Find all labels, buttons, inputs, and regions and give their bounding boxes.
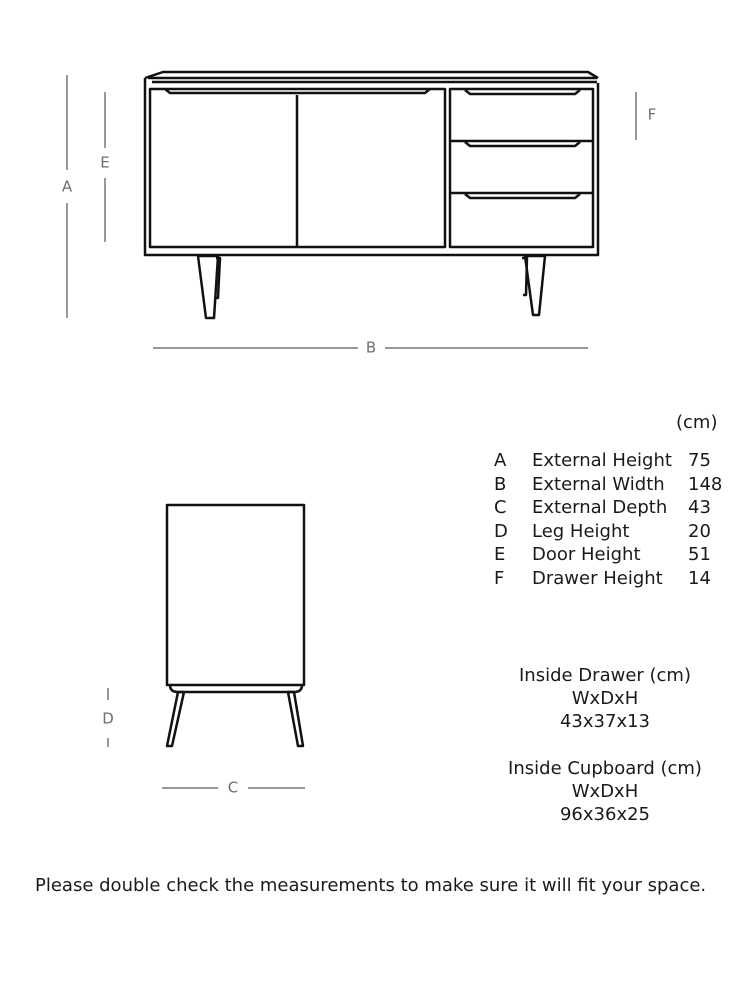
side-dimension-lines	[108, 688, 305, 788]
inside-drawer-value: 43x37x13	[559, 711, 651, 732]
dimension-lines	[67, 75, 636, 348]
unit-label: (cm)	[676, 412, 718, 433]
dimension-name: External Width	[532, 473, 665, 495]
dimension-key: D	[494, 520, 508, 542]
dimension-label-b: B	[365, 338, 377, 357]
dimension-value: 43	[688, 497, 711, 518]
dimension-row	[494, 520, 728, 544]
sideboard-side-view	[167, 505, 304, 746]
dimension-value: 51	[688, 544, 711, 565]
dimension-label-a: A	[61, 177, 73, 196]
dimension-value: 148	[688, 473, 723, 495]
inside-drawer-block	[490, 664, 720, 733]
dimension-row	[494, 567, 728, 591]
inside-cupboard-value: 96x36x25	[559, 804, 651, 825]
dimension-value: 20	[688, 520, 711, 542]
dimension-value: 75	[688, 450, 711, 471]
inside-drawer-format: WxDxH	[571, 688, 639, 709]
inside-cupboard-block	[490, 757, 720, 826]
dimension-label-c: C	[227, 778, 239, 797]
dimension-label-d: D	[102, 709, 114, 728]
dimensions-table	[494, 449, 728, 590]
inside-cupboard-format: WxDxH	[571, 781, 639, 802]
dimension-row	[494, 496, 728, 520]
dimension-name: External Depth	[532, 497, 668, 518]
dimension-value: 14	[688, 567, 711, 589]
dimension-key: A	[494, 450, 507, 471]
dimension-key: B	[494, 473, 507, 495]
dimension-name: Door Height	[532, 544, 641, 565]
dimension-key: C	[494, 497, 507, 518]
dimension-label-f: F	[647, 105, 657, 124]
dimension-row	[494, 473, 728, 497]
inside-cupboard-title: Inside Cupboard (cm)	[508, 758, 702, 779]
dimension-name: External Height	[532, 450, 672, 471]
dimension-key: E	[494, 544, 506, 565]
dimension-row	[494, 449, 728, 473]
dimension-label-e: E	[100, 153, 110, 172]
measurement-note: Please double check the measurements to make sure it will fit your space.	[35, 875, 707, 896]
dimension-key: F	[494, 567, 505, 589]
dimension-row	[494, 543, 728, 567]
dimension-name: Leg Height	[532, 520, 630, 542]
inside-drawer-title: Inside Drawer (cm)	[518, 665, 691, 686]
dimension-name: Drawer Height	[532, 567, 663, 589]
